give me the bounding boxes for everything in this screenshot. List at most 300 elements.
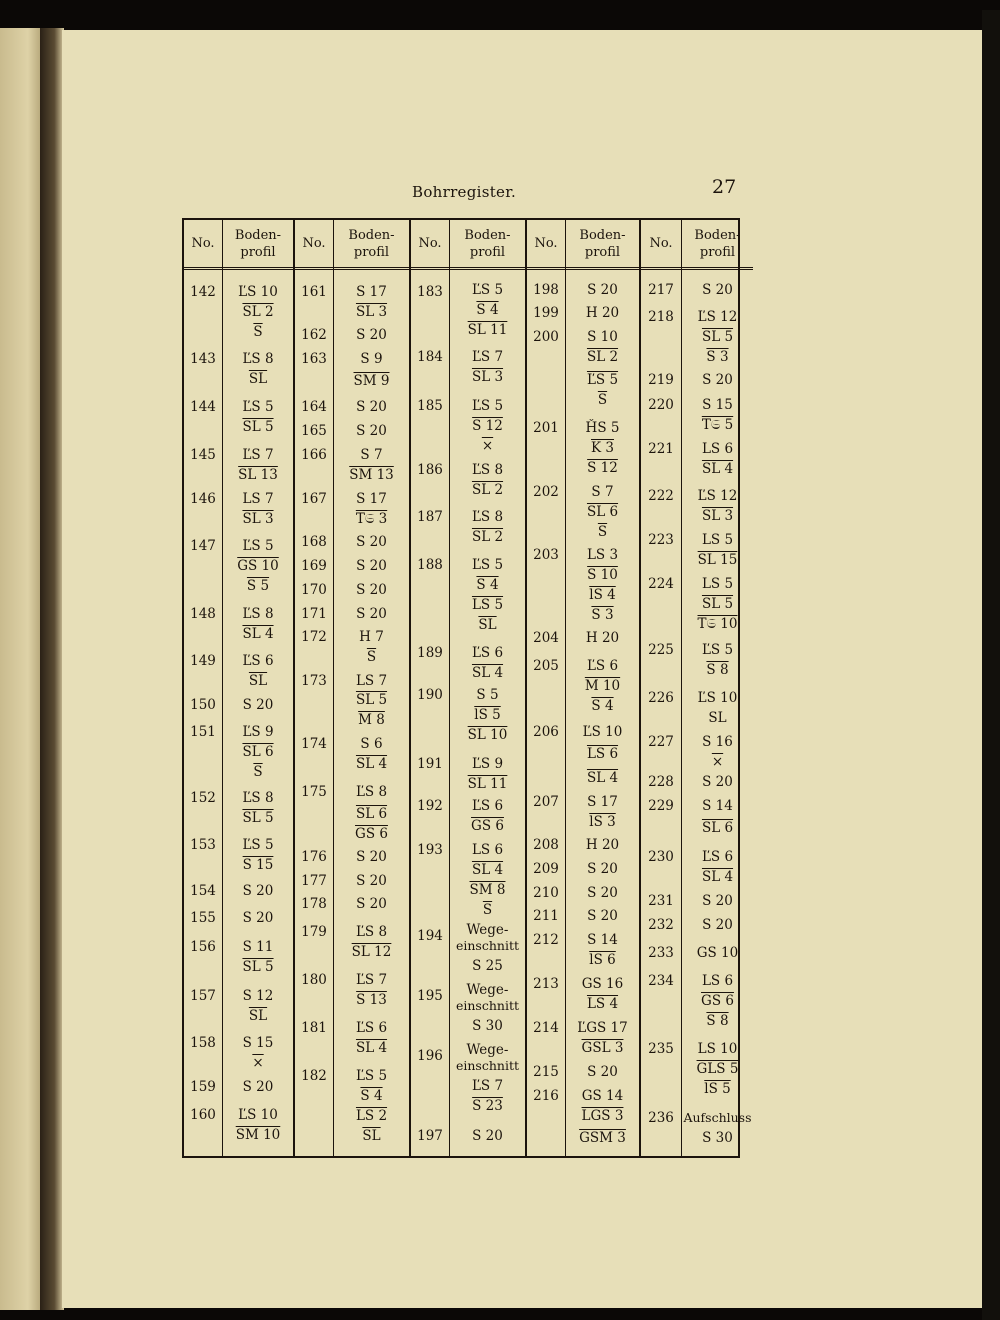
profile-entry: SM 9 — [353, 373, 390, 389]
bohrung-number: 154 — [190, 883, 216, 899]
profile-entry: S 20 — [356, 873, 387, 889]
bohrung-number: 225 — [648, 642, 674, 658]
profile-entry: SL 13 — [238, 467, 278, 483]
profile-entry: LS 3 — [586, 547, 619, 563]
profile-entry: S 20 — [242, 910, 274, 926]
bohrung-number: 205 — [533, 658, 559, 674]
profile-entry: GS 14 — [581, 1088, 624, 1104]
bohrung-number: 230 — [648, 849, 674, 865]
bohrung-number: 191 — [417, 756, 443, 772]
bohrung-number: 161 — [301, 284, 327, 300]
profile-entry: ĽS 8 — [471, 462, 504, 478]
bohrung-number: 193 — [417, 842, 443, 858]
profile-entry: SL 4 — [355, 756, 388, 772]
profile-entry: S 14 — [587, 932, 618, 948]
profile-entry: SL 3 — [355, 304, 388, 320]
bohrung-number: 153 — [190, 837, 216, 853]
profile-entry: SL 5 — [242, 810, 274, 826]
bohrung-number: 235 — [648, 1041, 674, 1057]
profile-entry: ĽS 8 — [242, 606, 274, 622]
profile-entry: SL 5 — [701, 596, 734, 612]
profile-entry: S 20 — [356, 423, 387, 439]
bohrung-number: 219 — [648, 372, 674, 388]
profile-entry: SL — [708, 710, 727, 726]
bohrung-number: 170 — [301, 582, 327, 598]
bohrung-number: 216 — [533, 1088, 559, 1104]
profile-entry: × — [711, 754, 724, 770]
profile-entry: Wege- — [466, 982, 509, 998]
bohrung-number: 143 — [190, 351, 216, 367]
bohrung-number: 231 — [648, 893, 674, 909]
profile-entry: SL 6 — [355, 806, 388, 822]
profile-entry: $\overline{SL}$ — [362, 1128, 381, 1144]
bohrung-number: 223 — [648, 532, 674, 548]
bohrung-number: 196 — [417, 1048, 443, 1064]
profile-entry: SL 3 — [471, 369, 504, 385]
profile-entry: ĽS 5 — [242, 837, 274, 853]
profile-entry: GS 6 — [471, 818, 504, 834]
profile-entry: SL 4 — [701, 869, 734, 885]
profile-entry: T𝔖 3 — [355, 511, 388, 527]
profile-entry: SL 10 — [467, 727, 508, 743]
profile-entry: SM 10 — [235, 1127, 281, 1143]
bodenprofil-column — [223, 220, 293, 1156]
profile-entry: $\overline{S}$ — [482, 902, 493, 918]
profile-entry: LS 6 — [471, 842, 504, 858]
bodenprofil-column — [566, 220, 639, 1156]
bohrung-number: 142 — [190, 284, 216, 300]
bohrung-number: 192 — [417, 798, 443, 814]
profile-entry: S 17 — [587, 794, 618, 810]
bohrung-number: 173 — [301, 673, 327, 689]
no-column — [411, 220, 450, 1156]
bohrung-number: 167 — [301, 491, 327, 507]
bohrung-number: 164 — [301, 399, 327, 415]
profile-entry: ĽS 8 — [355, 784, 388, 800]
profile-entry: LS 6 — [586, 746, 619, 762]
profile-entry: LS 7 — [355, 673, 388, 689]
profile-entry: S 14 — [702, 798, 733, 814]
profile-entry: ĽS 5 — [242, 399, 274, 415]
profile-entry: lS 3 — [589, 814, 616, 830]
bodenprofil-column — [334, 220, 409, 1156]
bohrung-number: 209 — [533, 861, 559, 877]
profile-entry: S 20 — [587, 282, 618, 298]
profile-entry: ĽS 10 — [238, 1107, 278, 1123]
profile-entry: S 20 — [702, 372, 733, 388]
profile-entry: SL 4 — [471, 665, 504, 681]
profile-entry: SL 4 — [242, 626, 274, 642]
bohrung-number: 233 — [648, 945, 674, 961]
profile-entry: H 20 — [585, 305, 620, 321]
bohrung-number: 157 — [190, 988, 216, 1004]
profile-entry: ĽS 6 — [242, 653, 274, 669]
profile-entry: S 20 — [242, 883, 274, 899]
bohrung-number: 147 — [190, 538, 216, 554]
profile-entry: S 30 — [702, 1130, 733, 1146]
bohrung-number: 220 — [648, 397, 674, 413]
profile-entry: GLS 5 — [696, 1061, 739, 1077]
bohrung-number: 211 — [533, 908, 559, 924]
bohrung-number: 202 — [533, 484, 559, 500]
no-column — [641, 220, 682, 1156]
bohrung-number: 168 — [301, 534, 327, 550]
profile-entry: lS 5 — [474, 707, 501, 723]
bohrregister-table — [182, 218, 752, 1158]
bohrung-number: 200 — [533, 329, 559, 345]
bohrung-number: 236 — [648, 1110, 674, 1126]
profile-entry: SL 2 — [242, 304, 274, 320]
bohrung-number: 210 — [533, 885, 559, 901]
profile-entry: T𝔖 5 — [701, 417, 734, 433]
profile-entry: einschnitt — [455, 1058, 519, 1073]
profile-entry: S 25 — [472, 958, 503, 974]
profile-entry: $\overline{S}$ — [253, 764, 263, 780]
profile-entry: ĽS 6 — [355, 1020, 388, 1036]
profile-entry: SL 12 — [351, 944, 392, 960]
profile-entry: SL 3 — [701, 508, 734, 524]
profile-entry: GSL 3 — [581, 1040, 624, 1056]
profile-entry: S 15 — [702, 397, 733, 413]
bohrung-number: 155 — [190, 910, 216, 926]
profile-entry: S 6 — [360, 736, 383, 752]
bohrung-number: 151 — [190, 724, 216, 740]
profile-entry: S 20 — [587, 861, 618, 877]
profile-entry: ĽS 7 — [471, 1078, 504, 1094]
profile-entry: SL 4 — [586, 770, 619, 786]
profile-entry: S 11 — [242, 939, 274, 955]
profile-entry: GS 6 — [355, 826, 388, 842]
profile-entry: S 12 — [472, 418, 503, 434]
profile-entry: SL 4 — [701, 461, 734, 477]
bohrung-number: 206 — [533, 724, 559, 740]
bohrung-number: 178 — [301, 896, 327, 912]
profile-entry: $\overline{S}$ — [597, 392, 608, 408]
left-page-edge — [0, 28, 40, 1310]
profile-entry: S 4 — [476, 302, 499, 318]
profile-entry: Wege- — [466, 922, 509, 938]
bohrung-number: 215 — [533, 1064, 559, 1080]
bohrung-number: 232 — [648, 917, 674, 933]
profile-entry: LS 2 — [355, 1108, 388, 1124]
profile-entry: Wege- — [466, 1042, 509, 1058]
profile-entry: ĽS 6 — [471, 645, 504, 661]
profile-entry: SL 4 — [355, 1040, 388, 1056]
profile-entry: lS 5 — [704, 1081, 731, 1097]
profile-entry: SM 8 — [469, 882, 506, 898]
bohrung-number: 152 — [190, 790, 216, 806]
profile-entry: ĽS 10 — [582, 724, 623, 740]
bohrung-number: 212 — [533, 932, 559, 948]
profile-entry: ĽS 6 — [471, 798, 504, 814]
bohrung-number: 156 — [190, 939, 216, 955]
no-column — [295, 220, 334, 1156]
bohrung-number: 197 — [417, 1128, 443, 1144]
profile-entry: SL 6 — [586, 504, 619, 520]
bodenprofil-header: Boden- profil — [450, 220, 525, 270]
profile-entry: lS 4 — [589, 587, 616, 603]
profile-entry: S 20 — [702, 917, 733, 933]
profile-entry: × — [481, 438, 494, 454]
bohrung-number: 213 — [533, 976, 559, 992]
bohrung-number: 199 — [533, 305, 559, 321]
bohrung-number: 144 — [190, 399, 216, 415]
no-header: No. — [411, 220, 449, 270]
profile-entry: $\overline{SL}$ — [248, 673, 268, 689]
bohrung-number: 182 — [301, 1068, 327, 1084]
bohrung-number: 181 — [301, 1020, 327, 1036]
column-group — [184, 220, 293, 1156]
profile-entry: LS 5 — [701, 532, 734, 548]
profile-entry: ĽS 5 — [471, 282, 504, 298]
profile-entry: H 20 — [585, 630, 620, 646]
profile-entry: SL 6 — [242, 744, 274, 760]
profile-entry: LS 6 — [701, 441, 734, 457]
profile-entry: ĽS 7 — [242, 447, 274, 463]
profile-entry: GS 10 — [237, 558, 279, 574]
bohrung-number: 228 — [648, 774, 674, 790]
bohrung-number: 186 — [417, 462, 443, 478]
profile-entry: S 20 — [242, 1079, 274, 1095]
bohrung-number: 149 — [190, 653, 216, 669]
bodenprofil-header: Boden- profil — [682, 220, 753, 270]
no-header: No. — [641, 220, 681, 270]
profile-entry: ĽS 7 — [355, 972, 388, 988]
column-group — [293, 220, 409, 1156]
bohrung-number: 171 — [301, 606, 327, 622]
bohrung-number: 166 — [301, 447, 327, 463]
bohrung-number: 195 — [417, 988, 443, 1004]
profile-entry: SL 15 — [697, 552, 738, 568]
profile-entry: ĽS 10 — [238, 284, 278, 300]
profile-entry: S 17 — [356, 284, 387, 300]
bodenprofil-column — [450, 220, 525, 1156]
profile-entry: S 20 — [702, 282, 733, 298]
profile-entry: M 10 — [584, 678, 621, 694]
profile-entry: ĽS 9 — [471, 756, 504, 772]
profile-entry: ĽS 7 — [471, 349, 504, 365]
profile-entry: S 16 — [702, 734, 733, 750]
bohrung-number: 177 — [301, 873, 327, 889]
profile-entry: ĽS 5 — [586, 372, 619, 388]
bohrung-number: 201 — [533, 420, 559, 436]
profile-entry: H 20 — [585, 837, 620, 853]
profile-entry: SL 2 — [586, 349, 619, 365]
profile-entry: ĽS 8 — [471, 509, 504, 525]
bodenprofil-column — [682, 220, 753, 1156]
profile-entry: S 8 — [706, 662, 729, 678]
profile-entry: S 20 — [356, 582, 387, 598]
profile-entry: S 20 — [356, 399, 387, 415]
profile-entry: × — [252, 1055, 264, 1071]
profile-entry: LS 10 — [697, 1041, 738, 1057]
bohrung-number: 222 — [648, 488, 674, 504]
bohrung-number: 148 — [190, 606, 216, 622]
bohrung-number: 221 — [648, 441, 674, 457]
profile-entry: S 12 — [242, 988, 274, 1004]
bohrung-number: 183 — [417, 284, 443, 300]
profile-entry: S 20 — [702, 893, 733, 909]
profile-entry: S 7 — [591, 484, 614, 500]
profile-entry: $\overline{S}$ — [253, 324, 263, 340]
profile-entry: ĽS 9 — [242, 724, 274, 740]
profile-entry: LS 5 — [471, 597, 504, 613]
profile-entry: SL 5 — [701, 329, 734, 345]
profile-entry: S 20 — [356, 896, 387, 912]
bohrung-number: 189 — [417, 645, 443, 661]
profile-entry: GSM 3 — [579, 1130, 626, 1146]
bohrung-number: 203 — [533, 547, 559, 563]
profile-entry: LS 7 — [242, 491, 274, 507]
profile-entry: GS 6 — [701, 993, 734, 1009]
bohrung-number: 185 — [417, 398, 443, 414]
bohrung-number: 187 — [417, 509, 443, 525]
page-number: 27 — [712, 176, 737, 198]
profile-entry: S 20 — [356, 558, 387, 574]
bohrung-number: 226 — [648, 690, 674, 706]
bohrung-number: 180 — [301, 972, 327, 988]
bohrung-number: 172 — [301, 629, 327, 645]
bohrung-number: 165 — [301, 423, 327, 439]
profile-entry: SL 2 — [471, 529, 504, 545]
profile-entry: S 17 — [356, 491, 387, 507]
profile-entry: LS 4 — [586, 996, 619, 1012]
profile-entry: ĽS 8 — [355, 924, 388, 940]
bohrung-number: 198 — [533, 282, 559, 298]
profile-entry: S 20 — [356, 534, 387, 550]
bohrung-number: 194 — [417, 928, 443, 944]
profile-entry: ĽS 6 — [586, 658, 619, 674]
bohrung-number: 150 — [190, 697, 216, 713]
profile-entry: SM 13 — [349, 467, 394, 483]
bohrung-number: 234 — [648, 973, 674, 989]
profile-entry: S 10 — [587, 567, 618, 583]
profile-entry: K 3 — [591, 440, 614, 456]
column-group — [639, 220, 753, 1156]
book-gutter — [40, 28, 64, 1310]
profile-entry: SL 4 — [471, 862, 504, 878]
profile-entry: lS 6 — [589, 952, 616, 968]
profile-entry: SL 5 — [242, 959, 274, 975]
bodenprofil-header: Boden- profil — [223, 220, 293, 270]
bohrung-number: 174 — [301, 736, 327, 752]
profile-entry: SL 2 — [471, 482, 504, 498]
profile-entry: S 30 — [472, 1018, 503, 1034]
profile-entry: S 4 — [360, 1088, 383, 1104]
profile-entry: $\overline{SL}$ — [248, 371, 268, 387]
profile-entry: ĽS 5 — [471, 557, 504, 573]
profile-entry: S 5 — [476, 687, 499, 703]
profile-entry: S 13 — [356, 992, 387, 1008]
profile-entry: SL 5 — [355, 692, 388, 708]
profile-entry: S 20 — [356, 327, 387, 343]
profile-entry: ȞS 5 — [585, 420, 620, 436]
profile-entry: SL 5 — [242, 419, 274, 435]
profile-entry: S 23 — [472, 1098, 503, 1114]
bohrung-number: 184 — [417, 349, 443, 365]
profile-entry: S 5 — [246, 578, 270, 594]
bohrung-number: 227 — [648, 734, 674, 750]
profile-entry: LS 5 — [701, 576, 734, 592]
profile-entry: ĽS 6 — [701, 849, 734, 865]
profile-entry: ĽS 8 — [242, 351, 274, 367]
profile-entry: $\overline{SL}$ — [478, 617, 497, 633]
profile-entry: ĽS 5 — [701, 642, 734, 658]
profile-entry: S 20 — [702, 774, 733, 790]
profile-entry: S 15 — [242, 857, 274, 873]
profile-entry: S 8 — [706, 1013, 729, 1029]
profile-entry: ĽS 10 — [697, 690, 738, 706]
profile-entry: SL 11 — [467, 322, 508, 338]
profile-entry: SL 11 — [467, 776, 508, 792]
profile-entry: T𝔖 10 — [697, 616, 738, 632]
profile-entry: $\overline{S}$ — [366, 649, 377, 665]
profile-entry: Aufschluss — [683, 1110, 752, 1125]
profile-entry: S 15 — [242, 1035, 274, 1051]
bohrung-number: 179 — [301, 924, 327, 940]
profile-entry: M 8 — [358, 712, 385, 728]
bohrung-number: 159 — [190, 1079, 216, 1095]
no-header: No. — [295, 220, 333, 270]
bohrung-number: 217 — [648, 282, 674, 298]
bohrung-number: 176 — [301, 849, 327, 865]
profile-entry: S 20 — [472, 1128, 503, 1144]
bohrung-number: 160 — [190, 1107, 216, 1123]
bohrung-number: 218 — [648, 309, 674, 325]
no-header: No. — [184, 220, 222, 270]
profile-entry: S 4 — [591, 698, 614, 714]
no-column — [527, 220, 566, 1156]
column-group — [409, 220, 525, 1156]
profile-entry: LGS 3 — [581, 1108, 624, 1124]
profile-entry: einschnitt — [455, 938, 519, 953]
profile-entry: S 20 — [356, 606, 387, 622]
profile-entry: S 10 — [587, 329, 618, 345]
profile-entry: SL 6 — [701, 820, 734, 836]
profile-entry: ĽS 5 — [471, 398, 504, 414]
bodenprofil-header: Boden- profil — [334, 220, 409, 270]
profile-entry: S 20 — [356, 849, 387, 865]
bohrung-number: 145 — [190, 447, 216, 463]
profile-entry: S 20 — [587, 885, 618, 901]
profile-entry: S 9 — [360, 351, 383, 367]
bohrung-number: 188 — [417, 557, 443, 573]
bohrung-number: 169 — [301, 558, 327, 574]
bohrung-number: 158 — [190, 1035, 216, 1051]
profile-entry: GS 16 — [581, 976, 624, 992]
profile-entry: ĽS 5 — [355, 1068, 388, 1084]
bohrung-number: 204 — [533, 630, 559, 646]
profile-entry: S 20 — [242, 697, 274, 713]
bodenprofil-header: Boden- profil — [566, 220, 639, 270]
no-header: No. — [527, 220, 565, 270]
column-group — [525, 220, 639, 1156]
profile-entry: S 3 — [706, 349, 729, 365]
bohrung-number: 190 — [417, 687, 443, 703]
bohrung-number: 214 — [533, 1020, 559, 1036]
bohrung-number: 229 — [648, 798, 674, 814]
profile-entry: S 7 — [360, 447, 383, 463]
profile-entry: S 4 — [476, 577, 499, 593]
profile-entry: LS 6 — [701, 973, 734, 989]
bohrung-number: 162 — [301, 327, 327, 343]
profile-entry: GS 10 — [696, 945, 739, 961]
bohrung-number: 224 — [648, 576, 674, 592]
profile-entry: einschnitt — [455, 998, 519, 1013]
no-column — [184, 220, 223, 1156]
profile-entry: ĽS 8 — [242, 790, 274, 806]
profile-entry: ĽGS 17 — [577, 1020, 628, 1036]
